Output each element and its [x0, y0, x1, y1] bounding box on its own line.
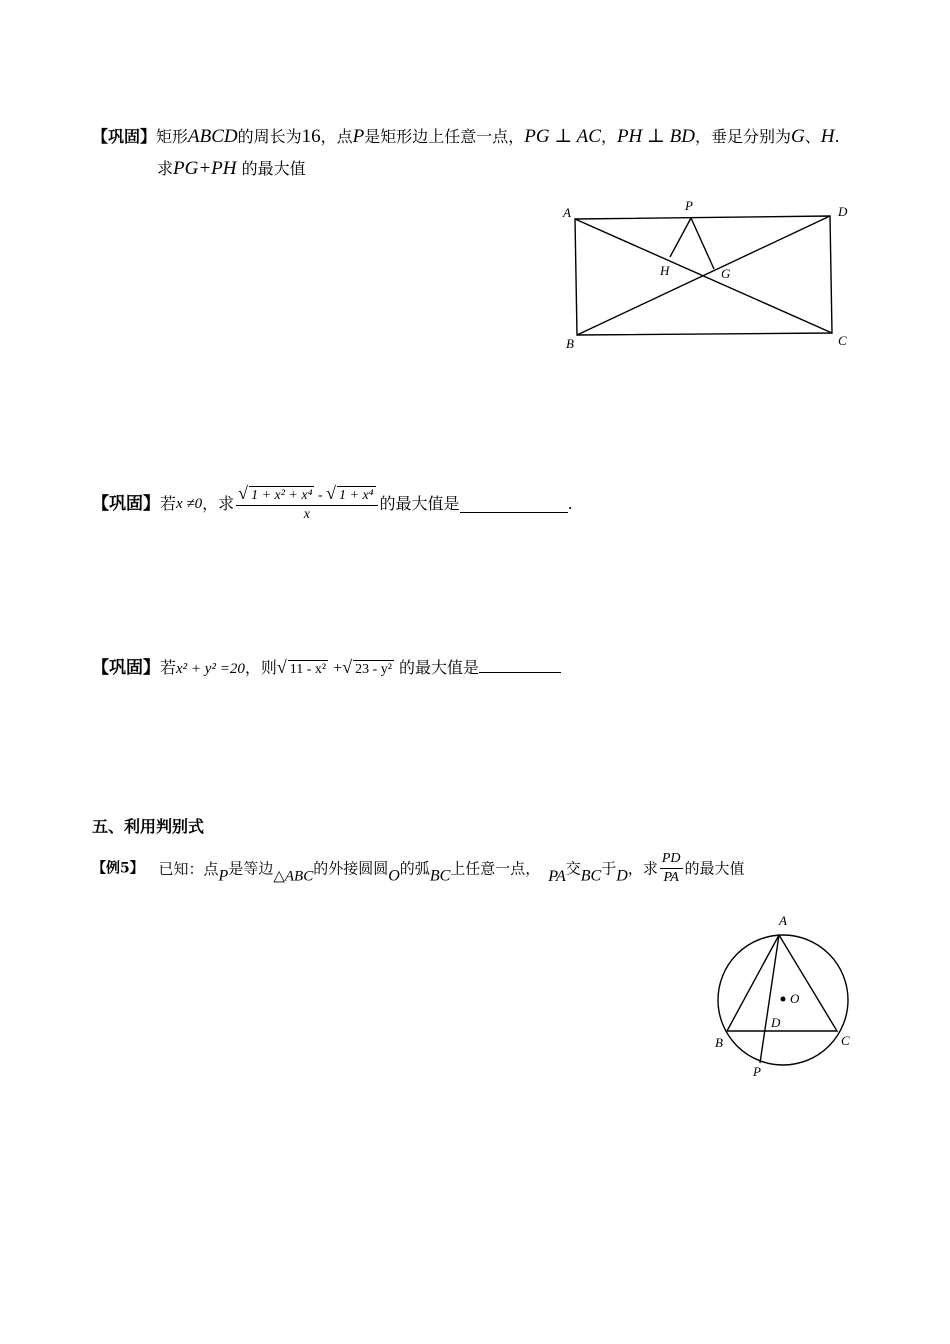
- label-a: A: [779, 913, 787, 928]
- label-g: G: [721, 266, 731, 281]
- label-b: B: [566, 336, 574, 351]
- label-p: P: [753, 1064, 761, 1079]
- answer-blank[interactable]: [460, 496, 568, 513]
- diagonal-bd: [577, 216, 830, 335]
- label-c: C: [838, 333, 847, 348]
- fraction-expression: $\frac{\text{√ 1 + x² + x⁴ - √ 1 + x⁴}}{x}$: [236, 484, 377, 524]
- problem-3: 【巩固】若x² + y² =20，则√ 11 - x² +√ 23 - y² 的最大值是: [92, 656, 561, 680]
- label-d: D: [771, 1015, 781, 1030]
- label-p: P: [685, 198, 693, 213]
- segment-ph: [670, 218, 691, 257]
- segment-ap: [760, 935, 779, 1063]
- triangle-abc: [727, 935, 837, 1031]
- problem-1-line-2: 求PG+PH 的最大值: [157, 158, 306, 179]
- answer-blank[interactable]: [479, 656, 561, 673]
- fraction-pd-pa: $\frac{PD}{PA}$: [661, 851, 681, 885]
- problem-tag: 【巩固】: [92, 658, 160, 678]
- label-o: O: [790, 991, 800, 1006]
- segment-pg: [691, 218, 714, 269]
- problem-tag: 【巩固】: [92, 127, 157, 146]
- center-point-o: [781, 997, 786, 1002]
- section-heading: 五、利用判别式: [92, 817, 205, 836]
- problem-tag: 【巩固】: [92, 494, 160, 514]
- label-c: C: [841, 1033, 850, 1048]
- label-b: B: [715, 1035, 723, 1050]
- example-tag: 【例5】: [92, 860, 144, 877]
- problem-1-line-1: 【巩固】矩形ABCD的周长为16，点P是矩形边上任意一点，PG ⊥ AC，PH ⊥ BD，垂足分别为G、H.: [92, 126, 840, 147]
- rectangle-figure: [555, 195, 865, 355]
- problem-2: 【巩固】若x ≠0，求 $\frac{\text{√ 1 + x² + x⁴ - √ 1 + x⁴}}{x}$ 的最大值是 .: [92, 483, 573, 522]
- label-h: H: [660, 263, 670, 278]
- label-a: A: [563, 205, 571, 220]
- label-d: D: [838, 204, 848, 219]
- example-5: 【例5】 已知：点P是等边△ABC的外接圆圆O的弧BC上任意一点， PA交BC于D，求 $\frac{PD}{PA}$ 的最大值: [92, 851, 745, 885]
- circle-figure: [705, 905, 865, 1085]
